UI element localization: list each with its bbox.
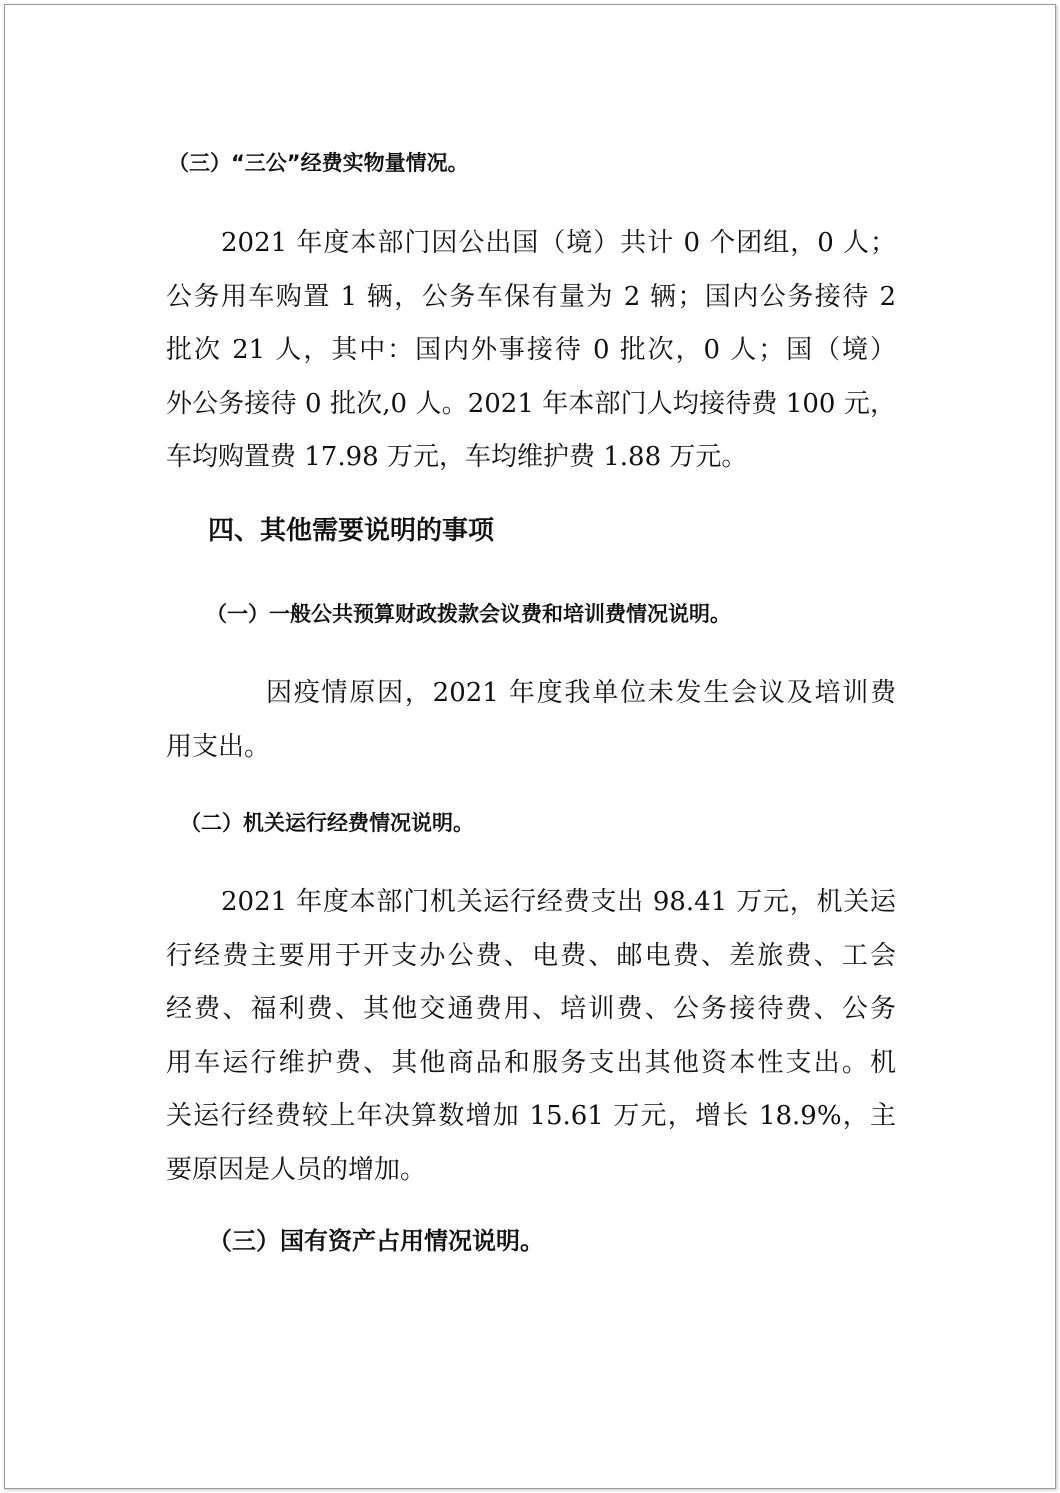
section-4-2-heading: （二）机关运行经费情况说明。 [180, 811, 474, 835]
section-4-3-heading: （三）国有资产占用情况说明。 [208, 1227, 544, 1255]
paragraph-line: 2021 年度本部门因公出国（境）共计 0 个团组，0 人； [221, 228, 896, 258]
section-4-1-heading: （一）一般公共预算财政拨款会议费和培训费情况说明。 [206, 602, 731, 626]
paragraph-line: 批次 21 人，其中：国内外事接待 0 批次，0 人；国（境） [166, 335, 896, 365]
paragraph-line: 2021 年度本部门机关运行经费支出 98.41 万元，机关运 [221, 887, 896, 917]
section-3-paragraph [166, 217, 896, 485]
paragraph-line: 因疫情原因，2021 年度我单位未发生会议及培训费 [266, 678, 896, 708]
paragraph-line: 要原因是人员的增加。 [166, 1154, 427, 1185]
paragraph-line: 用支出。 [166, 731, 271, 762]
paragraph-line: 关运行经费较上年决算数增加 15.61 万元，增长 18.9%，主 [166, 1101, 896, 1131]
paragraph-line: 车均购置费 17.98 万元，车均维护费 1.88 万元。 [166, 442, 748, 472]
section-4-heading: 四、其他需要说明的事项 [208, 516, 495, 546]
section-4-1-paragraph [166, 667, 896, 774]
paragraph-line: 用车运行维护费、其他商品和服务支出其他资本性支出。机 [166, 1047, 896, 1078]
paragraph-line: 行经费主要用于开支办公费、电费、邮电费、差旅费、工会 [166, 940, 896, 971]
section-3-heading: （三）“三公”经费实物量情况。 [168, 151, 469, 175]
paragraph-line: 外公务接待 0 批次,0 人。2021 年本部门人均接待费 100 元， [166, 388, 896, 419]
paragraph-line: 公务用车购置 1 辆，公务车保有量为 2 辆；国内公务接待 2 [166, 281, 896, 312]
section-4-2-paragraph [166, 876, 896, 1197]
paragraph-line: 经费、福利费、其他交通费用、培训费、公务接待费、公务 [166, 994, 896, 1024]
